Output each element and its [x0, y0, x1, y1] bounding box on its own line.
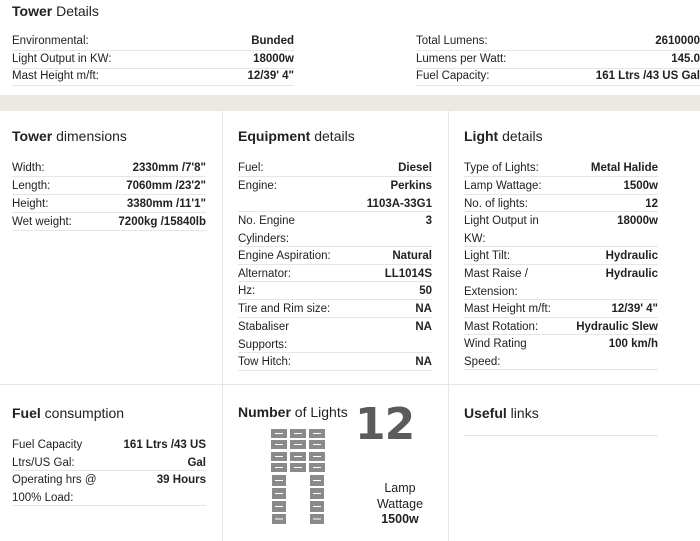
light-row: Mast Height m/ft: 12/39' 4" — [464, 300, 658, 318]
number-of-lights-value: 12 — [355, 399, 415, 450]
light-row: No. of lights: 12 — [464, 195, 658, 212]
light-row: Light Tilt: Hydraulic — [464, 247, 658, 265]
useful-links-divider — [464, 435, 658, 436]
lamp-wattage-label: Lamp Wattage — [376, 481, 424, 511]
equipment-details-title: Equipment details — [238, 128, 355, 144]
fuel-consumption-title: Fuel consumption — [12, 405, 125, 421]
light-tower-icon — [266, 426, 330, 526]
dimension-row: Width: 2330mm /7'8" — [12, 159, 206, 177]
tower-detail-row: Lumens per Watt: 145.0 — [416, 52, 700, 69]
section-separator-band — [0, 95, 700, 111]
lamp-wattage-value: 1500w — [381, 512, 419, 526]
light-row: Wind Rating Speed: 100 km/h — [464, 335, 658, 370]
dimension-row: Wet weight: 7200kg /15840lb — [12, 213, 206, 231]
equipment-row: Alternator: LL1014S — [238, 265, 432, 282]
equipment-row: No. Engine Cylinders: 3 — [238, 212, 432, 247]
tower-detail-row: Fuel Capacity: 161 Ltrs /43 US Gal — [416, 69, 700, 86]
tower-detail-row: Environmental: Bunded — [12, 34, 294, 51]
dimension-row: Height: 3380mm /11'1" — [12, 195, 206, 213]
equipment-row: Fuel: Diesel — [238, 159, 432, 177]
tower-detail-row: Mast Height m/ft: 12/39' 4" — [12, 69, 294, 86]
equipment-row: Hz: 50 — [238, 282, 432, 300]
useful-links-title: Useful links — [464, 405, 539, 421]
tower-details-title: Tower Details — [12, 3, 99, 19]
equipment-row: Engine: Perkins 1103A-33G1 — [238, 177, 432, 212]
fuel-row: Fuel Capacity Ltrs/US Gal: 161 Ltrs /43 US Gal — [12, 436, 206, 471]
dimension-row: Length: 7060mm /23'2" — [12, 177, 206, 195]
tower-detail-row: Total Lumens: 2610000 — [416, 34, 700, 51]
tower-dimensions-title: Tower dimensions — [12, 128, 127, 144]
light-row: Lamp Wattage: 1500w — [464, 177, 658, 195]
column-divider — [222, 111, 223, 541]
light-row: Type of Lights: Metal Halide — [464, 159, 658, 177]
fuel-row: Operating hrs @ 100% Load: 39 Hours — [12, 471, 206, 506]
tower-details-section — [0, 0, 700, 95]
light-row: Mast Rotation: Hydraulic Slew — [464, 318, 658, 335]
equipment-row: Tire and Rim size: NA — [238, 300, 432, 318]
light-row: Mast Raise / Extension: Hydraulic — [464, 265, 658, 300]
row-divider — [0, 384, 700, 385]
equipment-row: Tow Hitch: NA — [238, 353, 432, 371]
light-details-title: Light details — [464, 128, 543, 144]
column-divider — [448, 111, 449, 541]
equipment-row: Stabaliser Supports: NA — [238, 318, 432, 353]
number-of-lights-title: Number of Lights — [238, 404, 348, 420]
light-row: Light Output in KW: 18000w — [464, 212, 658, 247]
tower-detail-row: Light Output in KW: 18000w — [12, 52, 294, 69]
equipment-row: Engine Aspiration: Natural — [238, 247, 432, 265]
